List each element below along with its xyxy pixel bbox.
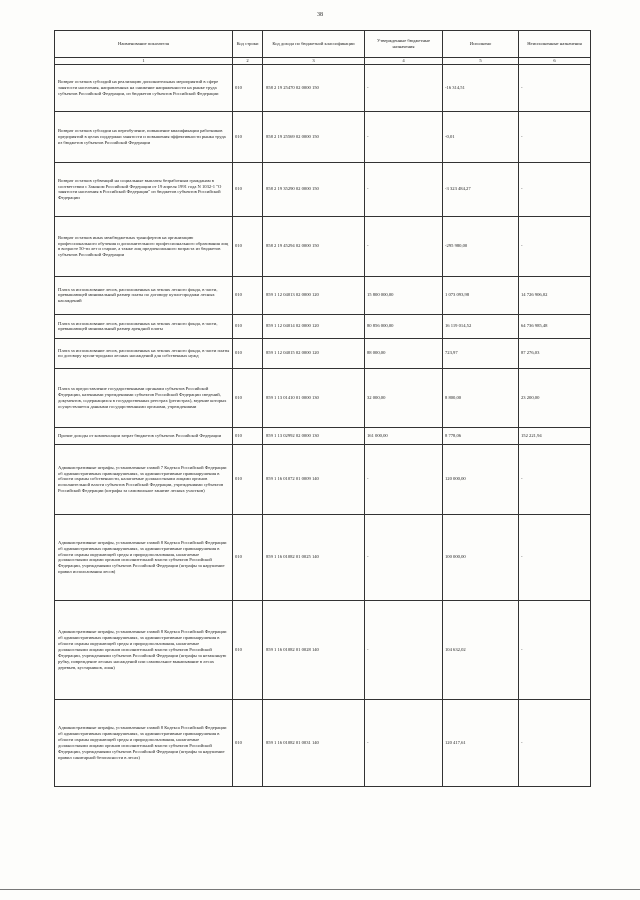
- row-approved: -: [365, 162, 443, 216]
- row-unexecuted: -: [519, 600, 591, 699]
- row-line-code: 010: [233, 111, 263, 162]
- row-name: Возврат остатков субвенций на социальные выплаты безработным гражданам в соответствии с Законом Российской Федерации от 19 апреля 1991 года N 1032-1 "О занятости населения в Российской Федерации" из бюджетов субъектов Российской Федерации: [55, 162, 233, 216]
- row-approved: 80 856 000,00: [365, 314, 443, 338]
- table-row: [55, 216, 591, 276]
- row-line-code: 010: [233, 514, 263, 600]
- row-line-code: 010: [233, 338, 263, 368]
- row-unexecuted: -: [519, 699, 591, 786]
- row-income-code: 858 2 19 35290 02 0000 150: [263, 162, 365, 216]
- row-unexecuted: 14 726 906,02: [519, 276, 591, 314]
- row-approved: 15 800 000,00: [365, 276, 443, 314]
- table-row: [55, 514, 591, 600]
- column-number: 2: [233, 58, 263, 65]
- row-approved: -: [365, 699, 443, 786]
- table-row: [55, 427, 591, 444]
- row-line-code: 010: [233, 600, 263, 699]
- row-unexecuted: -: [519, 216, 591, 276]
- header-unexecuted: Неисполненные назначения: [519, 31, 591, 58]
- row-unexecuted: 87 276,03: [519, 338, 591, 368]
- row-executed: 100 000,00: [443, 514, 519, 600]
- row-income-code: 859 1 13 02992 02 0000 130: [263, 427, 365, 444]
- row-executed: -0,01: [443, 111, 519, 162]
- column-number: 3: [263, 58, 365, 65]
- row-unexecuted: -: [519, 162, 591, 216]
- row-line-code: 010: [233, 276, 263, 314]
- row-executed: -16 314,51: [443, 64, 519, 111]
- row-name: Административные штрафы, установленные главой 8 Кодекса Российской Федерации об административных правонарушениях, за административные правонарушения в области охраны окружающей среды и природопользования, налагаемые должностными лицами органов исполнительной власти субъектов Российской Федерации, учреждениями субъектов Российской Федерации (штрафы за незаконную рубку, повреждение лесных насаждений или самовольное выкапывание в лесах деревьев, кустарников, лиан): [55, 600, 233, 699]
- row-name: Плата за использование лесов, расположенных на землях лесного фонда, в части, превышающей минимальный размер арендной платы: [55, 314, 233, 338]
- row-income-code: 859 1 16 01072 01 0009 140: [263, 444, 365, 514]
- row-income-code: 859 1 16 01082 01 0031 140: [263, 699, 365, 786]
- header-executed: Исполнено: [443, 31, 519, 58]
- row-approved: -: [365, 444, 443, 514]
- row-name: Возврат остатков иных межбюджетных трансфертов на организацию профессионального обучения и дополнительного профессионального образования лиц в возрасте 50-ти лет и старше, а также лиц предпенсионного возраста из бюджетов субъектов Российской Федерации: [55, 216, 233, 276]
- row-income-code: 859 1 12 04013 02 0000 120: [263, 276, 365, 314]
- table-row: [55, 600, 591, 699]
- income-table: [54, 30, 591, 787]
- table-row: [55, 699, 591, 786]
- row-line-code: 010: [233, 444, 263, 514]
- row-unexecuted: -: [519, 514, 591, 600]
- row-income-code: 859 1 12 04015 02 0000 120: [263, 338, 365, 368]
- header-approved: Утвержденные бюджетные назначения: [365, 31, 443, 58]
- column-number: 5: [443, 58, 519, 65]
- row-executed: -295 980,00: [443, 216, 519, 276]
- row-executed: 104 632,02: [443, 600, 519, 699]
- column-number: 6: [519, 58, 591, 65]
- row-income-code: 859 1 12 04014 02 0000 120: [263, 314, 365, 338]
- row-line-code: 010: [233, 368, 263, 427]
- row-approved: -: [365, 216, 443, 276]
- row-name: Административные штрафы, установленные главой 7 Кодекса Российской Федерации об административных правонарушениях, за административные правонарушения в области охраны собственности, налагаемые должностными лицами органов исполнительной власти субъектов Российской Федерации, учреждениями субъектов Российской Федерации (штрафы за самовольное занятие лесных участков): [55, 444, 233, 514]
- table-row: [55, 111, 591, 162]
- row-name: Плата за использование лесов, расположенных на землях лесного фонда, в части, превышающей минимальный размер платы по договору купли-продажи лесных насаждений: [55, 276, 233, 314]
- table-row: [55, 314, 591, 338]
- row-line-code: 010: [233, 427, 263, 444]
- row-name: Плата за предоставление государственными органами субъектов Российской Федерации, казенными учреждениями субъектов Российской Федерации сведений, документов, содержащихся в государственных реестрах (регистрах), ведение которых осуществляется данными государственными органами, учреждениями: [55, 368, 233, 427]
- row-income-code: 858 2 19 25470 02 0000 150: [263, 64, 365, 111]
- row-approved: 161 000,00: [365, 427, 443, 444]
- row-unexecuted: 64 736 985,48: [519, 314, 591, 338]
- row-line-code: 010: [233, 64, 263, 111]
- row-unexecuted: -: [519, 444, 591, 514]
- row-approved: 32 000,00: [365, 368, 443, 427]
- column-numbers-row: [55, 58, 591, 65]
- row-name: Плата за использование лесов, расположенных на землях лесного фонда, в части платы по договору купли-продажи лесных насаждений для собственных нужд: [55, 338, 233, 368]
- row-income-code: 859 1 16 01082 01 0028 140: [263, 600, 365, 699]
- row-unexecuted: -: [519, 64, 591, 111]
- row-line-code: 010: [233, 216, 263, 276]
- row-unexecuted: 23 200,00: [519, 368, 591, 427]
- row-executed: 120 417,61: [443, 699, 519, 786]
- table-row: [55, 276, 591, 314]
- row-approved: -: [365, 64, 443, 111]
- row-income-code: 858 2 19 25569 02 0000 150: [263, 111, 365, 162]
- table-row: [55, 444, 591, 514]
- table-row: [55, 338, 591, 368]
- row-name: Административные штрафы, установленные главой 8 Кодекса Российской Федерации об административных правонарушениях, за административные правонарушения в области охраны окружающей среды и природопользования, налагаемые должностными лицами органов исполнительной власти субъектов Российской Федерации, учреждениями субъектов Российской Федерации (штрафы за нарушение правил санитарной безопасности в лесах): [55, 699, 233, 786]
- row-name: Административные штрафы, установленные главой 8 Кодекса Российской Федерации об административных правонарушениях, за административные правонарушения в области охраны окружающей среды и природопользования, налагаемые должностными лицами органов исполнительной власти субъектов Российской Федерации, учреждениями субъектов Российской Федерации (штрафы за нарушение правил использования лесов): [55, 514, 233, 600]
- column-number: 4: [365, 58, 443, 65]
- table-header: [55, 31, 591, 58]
- row-name: Возврат остатков субсидии на переобучение, повышение квалификации работников предприятий в целях поддержки занятости и повышения эффективности рынка труда из бюджетов субъектов Российской Федерации: [55, 111, 233, 162]
- table-row: [55, 368, 591, 427]
- row-income-code: 859 1 13 01410 01 0000 130: [263, 368, 365, 427]
- row-income-code: 858 2 19 45294 02 0000 150: [263, 216, 365, 276]
- header-line-code: Код строки: [233, 31, 263, 58]
- row-name: Прочие доходы от компенсации затрат бюджетов субъектов Российской Федерации: [55, 427, 233, 444]
- row-executed: -3 323 484,27: [443, 162, 519, 216]
- row-executed: 120 000,00: [443, 444, 519, 514]
- row-approved: -: [365, 600, 443, 699]
- row-executed: 723,97: [443, 338, 519, 368]
- row-line-code: 010: [233, 162, 263, 216]
- table-body: [55, 64, 591, 786]
- row-executed: 1 073 093,98: [443, 276, 519, 314]
- header-income-code: Код дохода по бюджетной классификации: [263, 31, 365, 58]
- row-income-code: 859 1 16 01082 01 0025 140: [263, 514, 365, 600]
- row-executed: 8 800,00: [443, 368, 519, 427]
- header-name: Наименование показателя: [55, 31, 233, 58]
- row-approved: 88 000,00: [365, 338, 443, 368]
- row-line-code: 010: [233, 314, 263, 338]
- row-executed: 8 778,06: [443, 427, 519, 444]
- column-number: 1: [55, 58, 233, 65]
- row-executed: 16 119 014,52: [443, 314, 519, 338]
- row-unexecuted: 152 221,94: [519, 427, 591, 444]
- row-name: Возврат остатков субсидий на реализацию дополнительных мероприятий в сфере занятости населения, направленных на снижение напряженности на рынке труда субъектов Российской Федерации, из бюджетов субъектов Российской Федерации: [55, 64, 233, 111]
- row-line-code: 010: [233, 699, 263, 786]
- table-row: [55, 162, 591, 216]
- table-row: [55, 64, 591, 111]
- row-approved: -: [365, 111, 443, 162]
- row-approved: -: [365, 514, 443, 600]
- row-unexecuted: -: [519, 111, 591, 162]
- page-bottom-divider: [0, 889, 640, 890]
- page-number: 38: [317, 12, 323, 18]
